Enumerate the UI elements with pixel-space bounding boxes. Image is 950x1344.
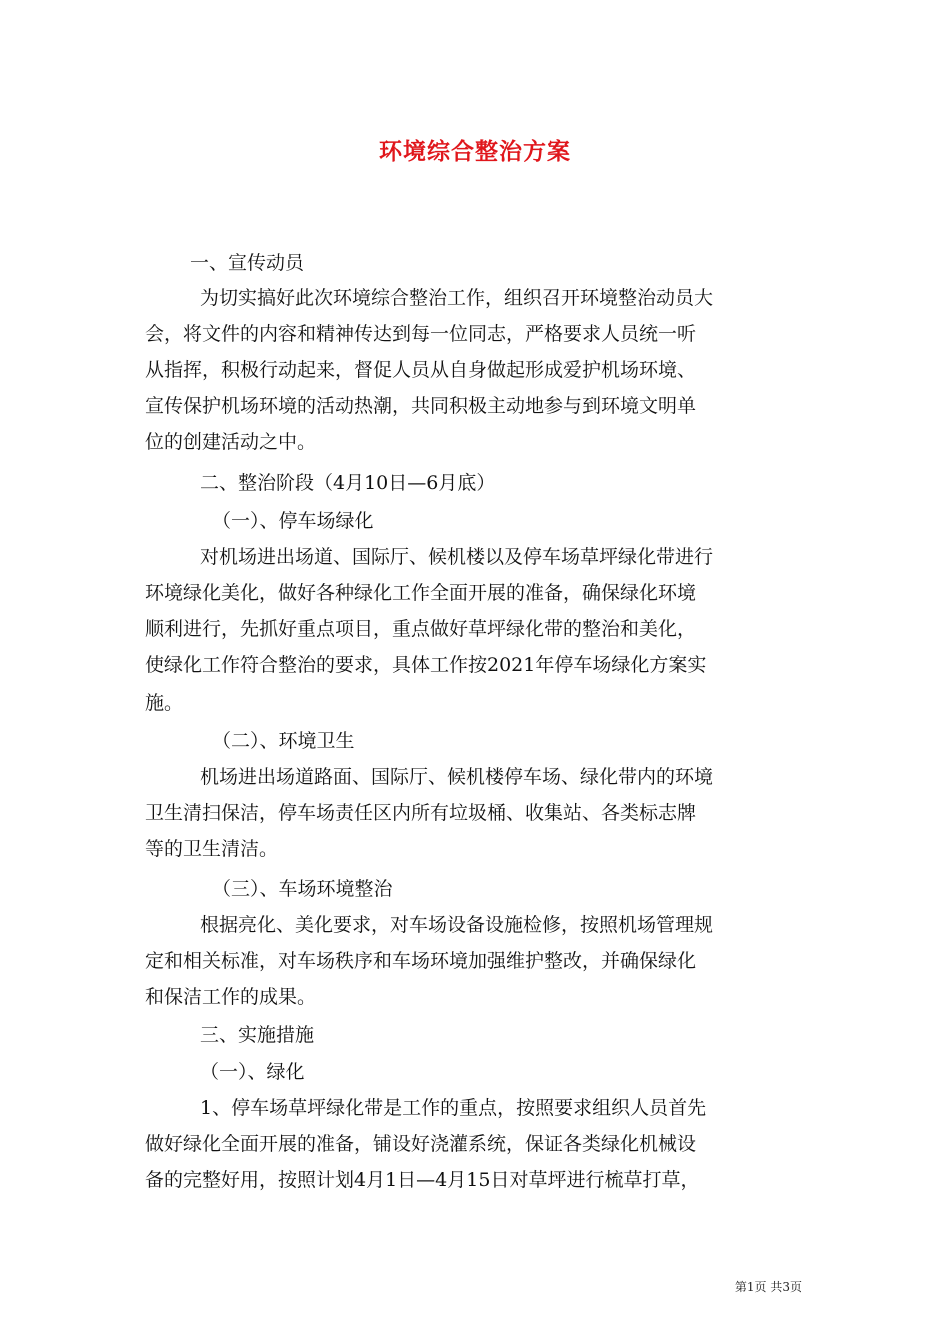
paragraph-line: 定和相关标准，对车场秩序和车场环境加强维护整改，并确保绿化: [145, 950, 697, 972]
paragraph-line: 根据亮化、美化要求，对车场设备设施检修，按照机场管理规: [200, 914, 714, 936]
paragraph-line: 施。: [145, 692, 184, 714]
paragraph-line: 卫生清扫保洁，停车场责任区内所有垃圾桶、收集站、各类标志牌: [145, 802, 697, 824]
paragraph-line: 宣传保护机场环境的活动热潮，共同积极主动地参与到环境文明单: [145, 395, 697, 417]
paragraph-line: 顺利进行，先抓好重点项目，重点做好草坪绿化带的整治和美化，: [145, 618, 697, 640]
heading-publicity: 一、宣传动员: [190, 252, 305, 274]
paragraph-line: 从指挥，积极行动起来，督促人员从自身做起形成爱护机场环境、: [145, 359, 697, 381]
page-number-footer: 第1页 共3页: [734, 1280, 802, 1294]
paragraph-line: 为切实搞好此次环境综合整治工作，组织召开环境整治动员大: [200, 287, 714, 309]
paragraph-line: 机场进出场道路面、国际厅、候机楼停车场、绿化带内的环境: [200, 766, 714, 788]
paragraph-line: 位的创建活动之中。: [145, 431, 317, 453]
paragraph-line: 做好绿化全面开展的准备，铺设好浇灌系统，保证各类绿化机械设: [145, 1133, 697, 1155]
heading-implementation-measures: 三、实施措施: [200, 1024, 315, 1046]
paragraph-line: 环境绿化美化，做好各种绿化工作全面开展的准备，确保绿化环境: [145, 582, 697, 604]
paragraph-line: 会，将文件的内容和精神传达到每一位同志，严格要求人员统一听: [145, 323, 697, 345]
paragraph-line: 1、停车场草坪绿化带是工作的重点，按照要求组织人员首先: [200, 1097, 707, 1119]
subheading-environment-hygiene: （二）、环境卫生: [212, 730, 355, 752]
subheading-parking-greening: （一）、停车场绿化: [212, 510, 374, 532]
heading-rectification-stage: 二、整治阶段（4月10日—6月底）: [200, 472, 496, 494]
paragraph-line: 对机场进出场道、国际厅、候机楼以及停车场草坪绿化带进行: [200, 546, 714, 568]
paragraph-line: 和保洁工作的成果。: [145, 986, 317, 1008]
paragraph-line: 备的完整好用，按照计划4月1日—4月15日对草坪进行梳草打草，: [145, 1169, 700, 1191]
paragraph-line: 等的卫生清洁。: [145, 838, 279, 860]
subheading-parking-lot-rectification: （三）、车场环境整治: [212, 878, 393, 900]
subheading-greening: （一）、绿化: [200, 1061, 305, 1083]
page-title: 环境综合整治方案: [379, 138, 571, 165]
paragraph-line: 使绿化工作符合整治的要求，具体工作按2021年停车场绿化方案实: [145, 654, 707, 676]
